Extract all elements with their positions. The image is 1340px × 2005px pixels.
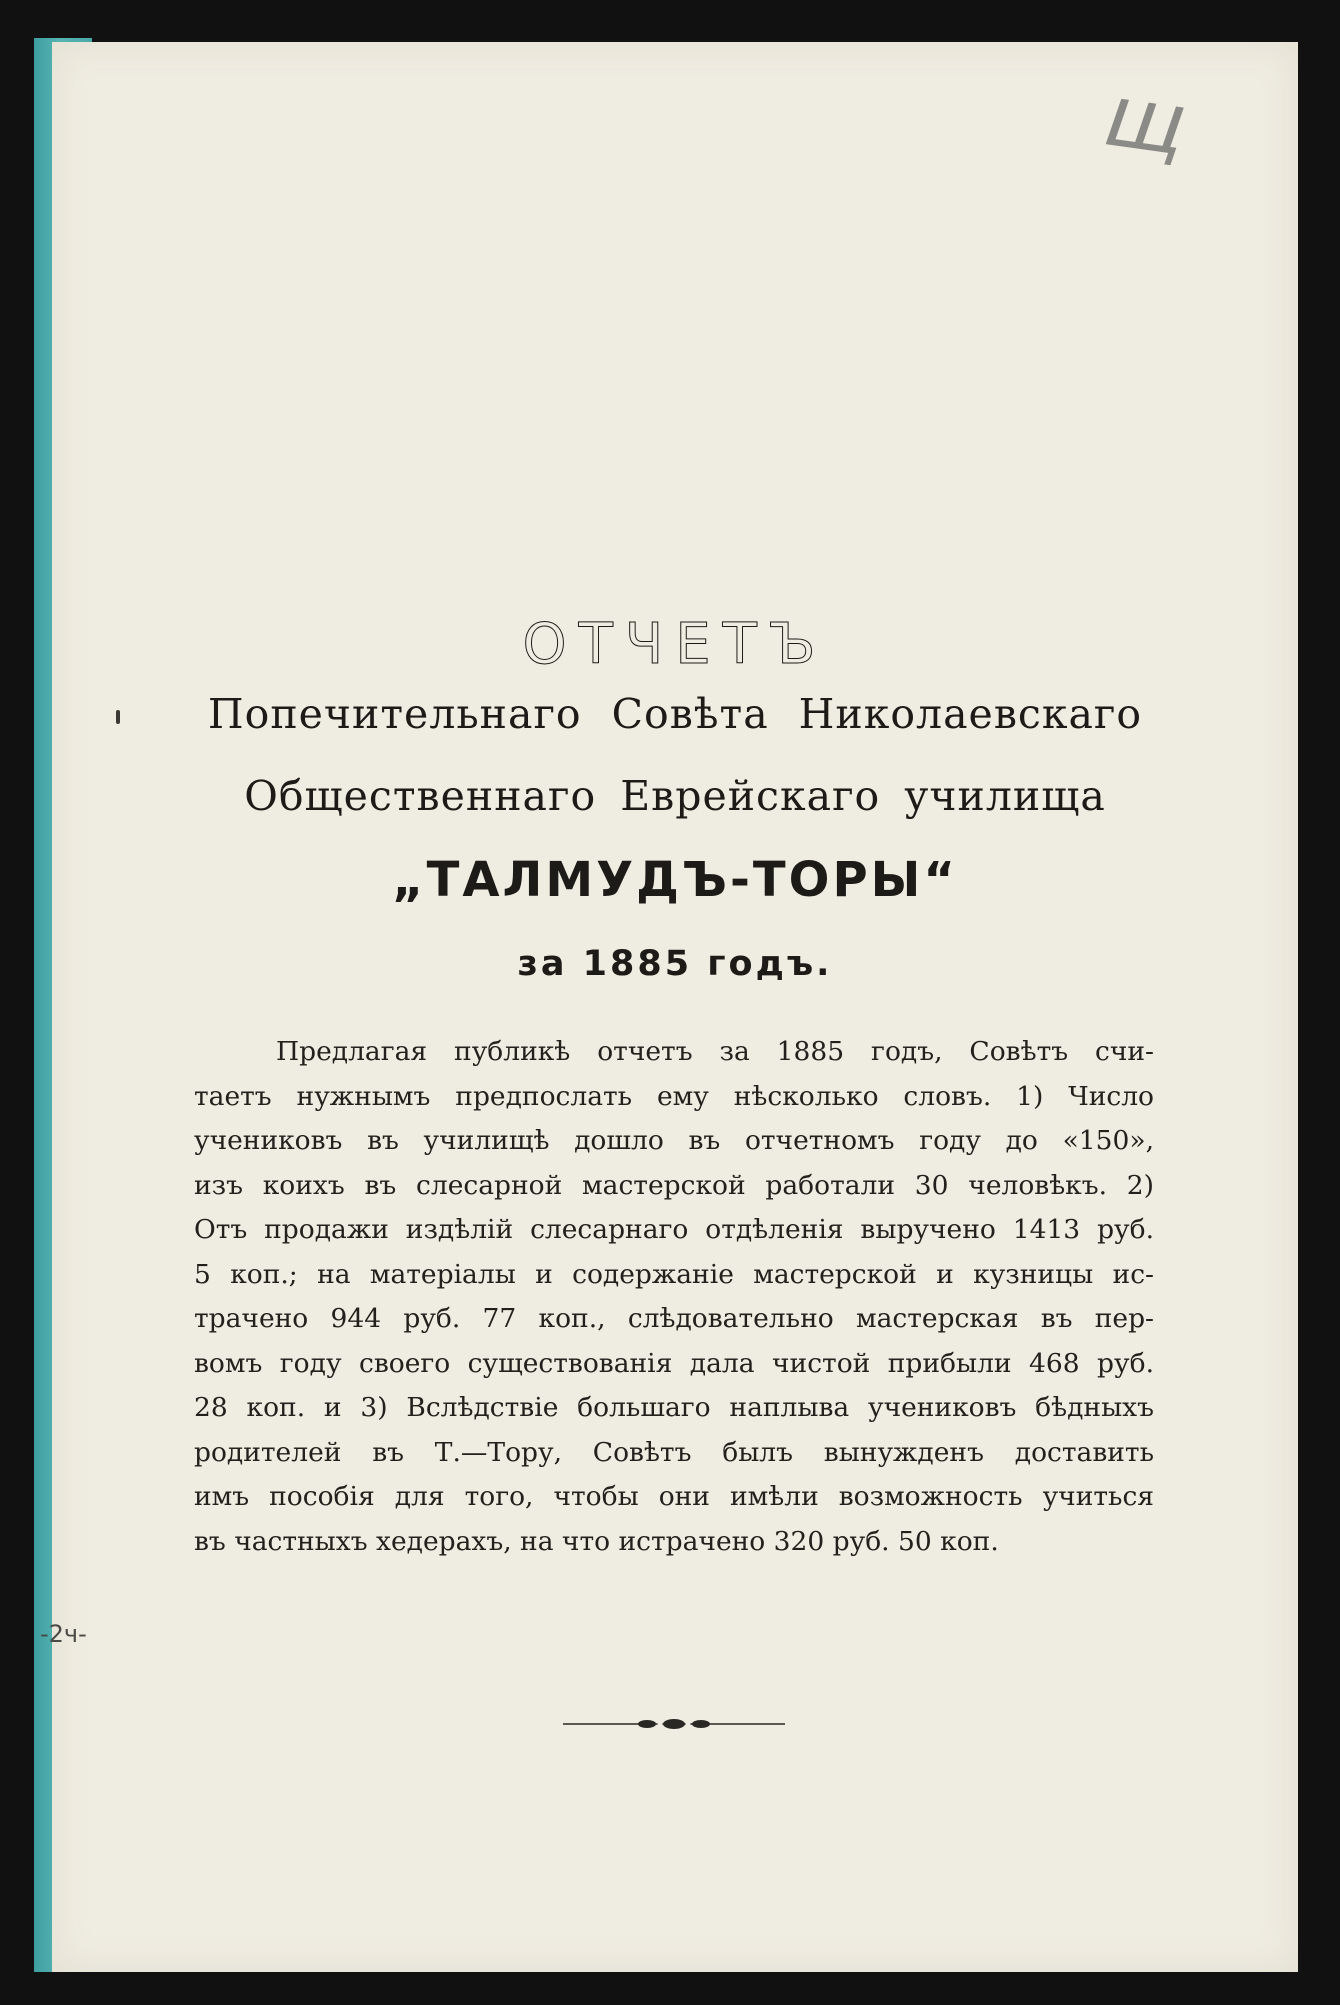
report-year: за 1885 годъ. — [517, 944, 833, 984]
body-line: Предлагая публикѣ отчетъ за 1885 годъ, Совѣтъ счи- — [276, 1036, 1154, 1067]
body-line: родителей въ Т.—Тору, Совѣтъ былъ вынужденъ доставить — [194, 1436, 1154, 1468]
body-line: имъ пособія для того, чтобы они имѣли возможность учиться — [194, 1481, 1154, 1512]
school-name: „ТАЛМУДЪ-ТОРЫ“ — [392, 852, 958, 908]
subtitle-line-2: Общественнаго Еврейскаго училища — [244, 772, 1106, 820]
body-line: учениковъ въ училищѣ дошло въ отчетномъ году до «150», — [194, 1125, 1154, 1156]
report-body — [194, 1030, 1154, 1564]
document-page — [52, 42, 1298, 1972]
body-line: таетъ нужнымъ предпослать ему нѣсколько словъ. 1) Число — [194, 1080, 1154, 1112]
body-line: въ частныхъ хедерахъ, на что истрачено 320 руб. 50 коп. — [194, 1525, 999, 1557]
body-line: 5 коп.; на матеріалы и содержаніе мастерской и кузницы ис- — [194, 1258, 1154, 1290]
body-line: Отъ продажи издѣлій слесарнаго отдѣленія выручено 1413 руб. — [194, 1214, 1154, 1245]
body-line: изъ коихъ въ слесарной мастерской работали 30 человѣкъ. 2) — [194, 1169, 1154, 1201]
ornament-divider — [563, 1716, 785, 1732]
body-line: вомъ году своего существованія дала чистой прибыли 468 руб. — [194, 1347, 1154, 1379]
handwritten-page-mark: щ — [1098, 65, 1187, 175]
report-title: ОТЧЕТЪ — [522, 612, 828, 677]
body-line: трачено 944 руб. 77 коп., слѣдовательно мастерская въ пер- — [194, 1303, 1154, 1334]
body-line: 28 коп. и 3) Вслѣдствіе большаго наплыва учениковъ бѣдныхъ — [194, 1392, 1154, 1423]
subtitle-line-1: Попечительнаго Совѣта Николаевскаго — [207, 690, 1143, 738]
margin-pencil-mark: -2ч- — [40, 1620, 87, 1648]
